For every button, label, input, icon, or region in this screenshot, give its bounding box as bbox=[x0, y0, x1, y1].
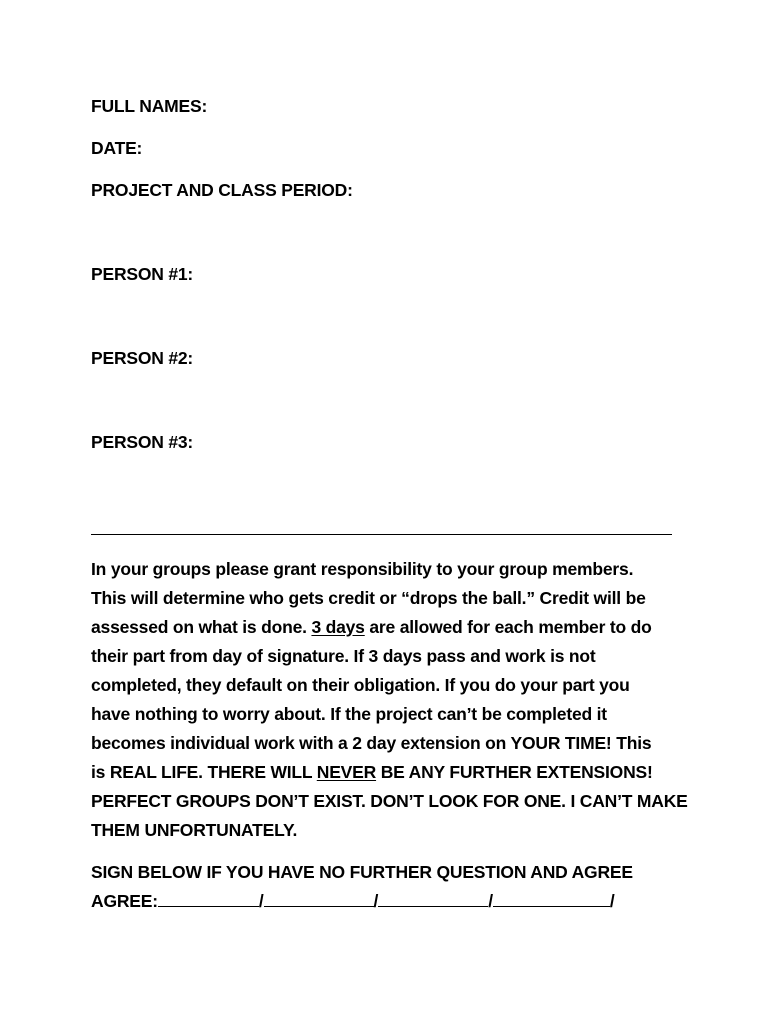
date-label: DATE: bbox=[91, 138, 143, 158]
person-1-label: PERSON #1: bbox=[91, 264, 194, 284]
signature-blank-2[interactable] bbox=[264, 888, 374, 907]
underlined-never: NEVER bbox=[316, 762, 377, 782]
signature-blank-4[interactable] bbox=[493, 888, 610, 907]
person-2-label: PERSON #2: bbox=[91, 348, 194, 368]
project-class-period-label: PROJECT AND CLASS PERIOD: bbox=[91, 180, 353, 200]
paragraph-line: have nothing to worry about. If the project can’t be completed it bbox=[91, 704, 607, 724]
paragraph-text: is REAL LIFE. THERE WILL bbox=[91, 762, 317, 782]
signature-separator: / bbox=[373, 891, 379, 911]
agreement-paragraph bbox=[91, 555, 691, 845]
paragraph-line: their part from day of signature. If 3 days pass and work is not bbox=[91, 646, 596, 666]
signature-blank-1[interactable] bbox=[158, 888, 259, 907]
paragraph-text: are allowed for each member to do bbox=[364, 617, 652, 637]
paragraph-text: assessed on what is done. bbox=[91, 617, 312, 637]
paragraph-line bbox=[91, 613, 691, 642]
paragraph-line: PERFECT GROUPS DON’T EXIST. DON’T LOOK FOR ONE. I CAN’T MAKE bbox=[91, 791, 688, 811]
signature-separator: / bbox=[609, 891, 615, 911]
signature-blank-3[interactable] bbox=[378, 888, 488, 907]
paragraph-line: becomes individual work with a 2 day extension on YOUR TIME! This bbox=[91, 733, 652, 753]
paragraph-line bbox=[91, 758, 691, 787]
paragraph-line: In your groups please grant responsibility to your group members. bbox=[91, 559, 634, 579]
paragraph-text: BE ANY FURTHER EXTENSIONS! bbox=[376, 762, 653, 782]
paragraph-line: This will determine who gets credit or “drops the ball.” Credit will be bbox=[91, 588, 646, 608]
signature-section bbox=[91, 858, 633, 916]
paragraph-line: THEM UNFORTUNATELY. bbox=[91, 820, 298, 840]
agree-signature-row bbox=[91, 887, 633, 916]
section-divider bbox=[91, 534, 672, 535]
agree-label: AGREE: bbox=[91, 891, 158, 911]
sign-instruction: SIGN BELOW IF YOU HAVE NO FURTHER QUESTION AND AGREE bbox=[91, 862, 633, 882]
underlined-3-days: 3 days bbox=[311, 617, 365, 637]
full-names-label: FULL NAMES: bbox=[91, 96, 208, 116]
person-3-label: PERSON #3: bbox=[91, 432, 194, 452]
paragraph-line: completed, they default on their obligation. If you do your part you bbox=[91, 675, 630, 695]
signature-separator: / bbox=[488, 891, 493, 911]
signature-separator: / bbox=[258, 891, 264, 911]
